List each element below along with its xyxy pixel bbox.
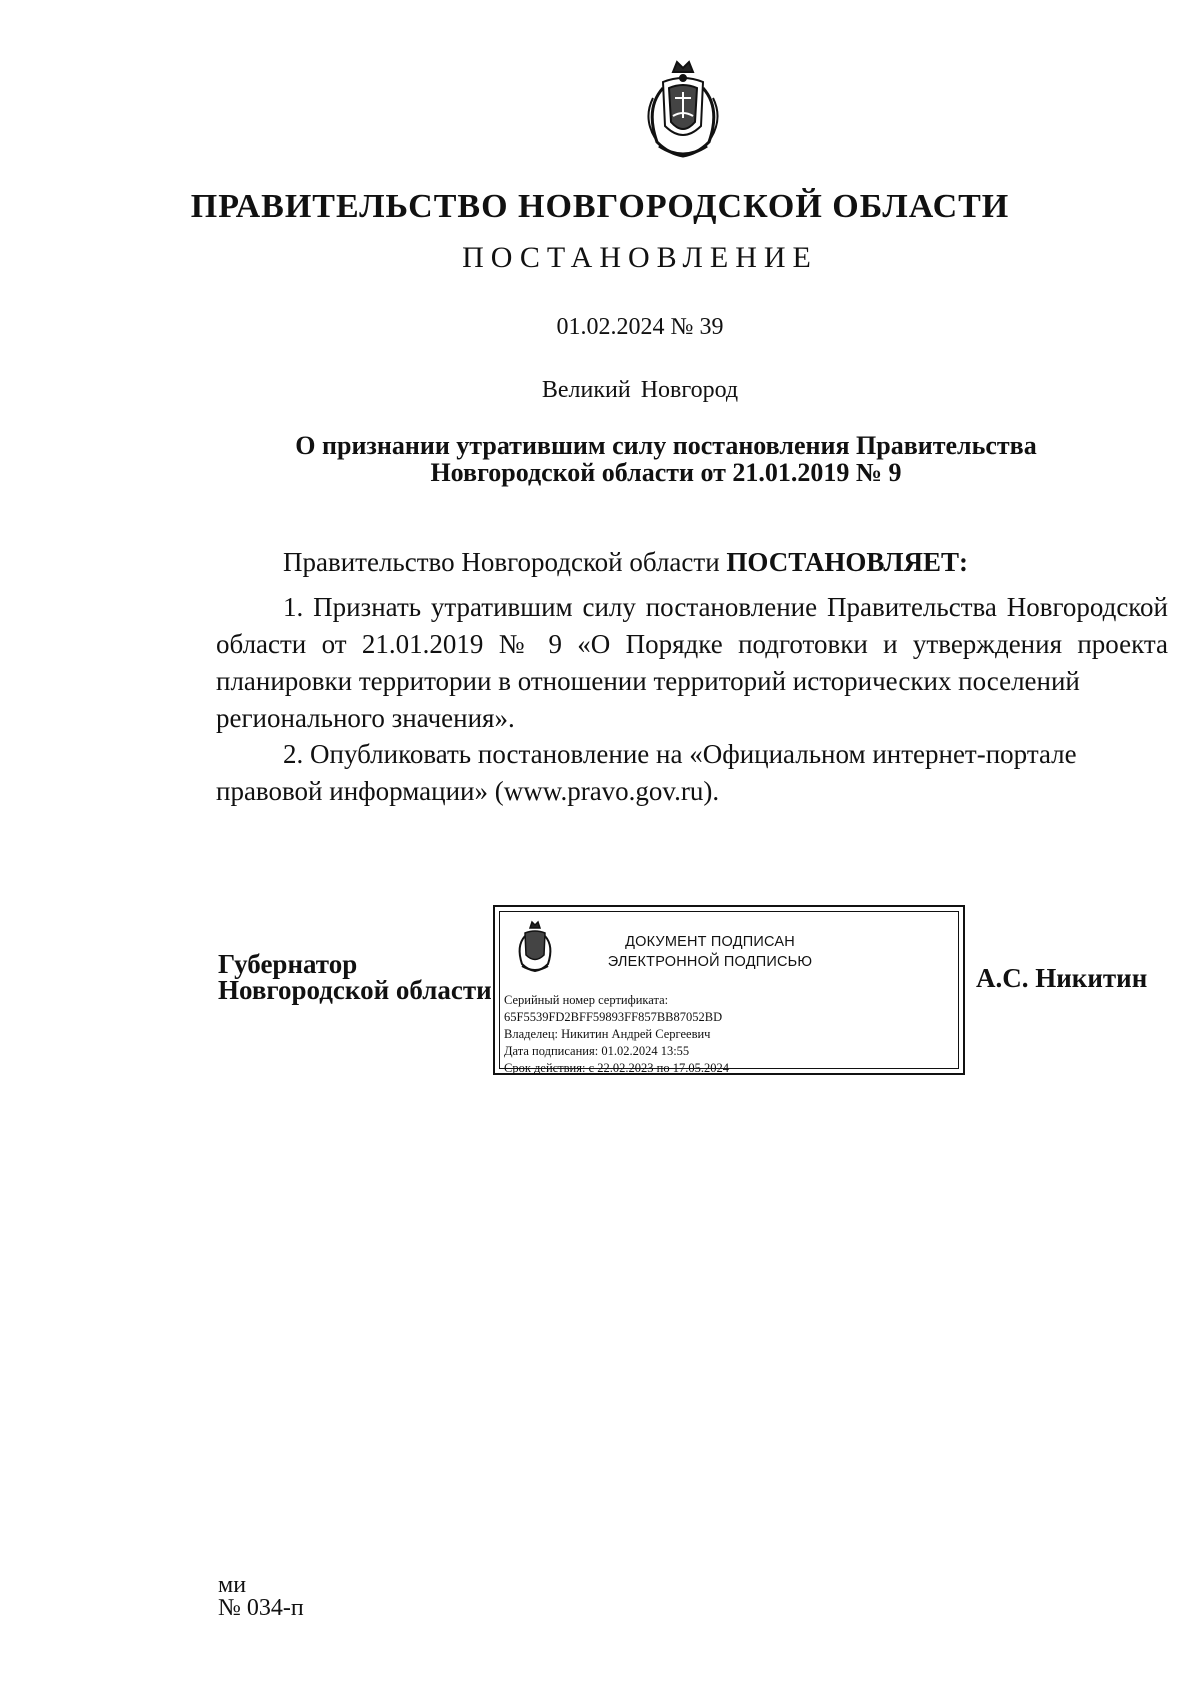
intro-text: Правительство Новгородской области <box>283 547 727 577</box>
intro-resolves: ПОСТАНОВЛЯЕТ: <box>726 547 968 577</box>
position-line-2: Новгородской области <box>218 975 492 1005</box>
stamp-title-line-1: ДОКУМЕНТ ПОДПИСАН <box>625 934 795 950</box>
footer-code: № 034-п <box>218 1595 304 1621</box>
certificate-validity: Срок действия: с 22.02.2023 по 17.05.2024 <box>504 1061 729 1075</box>
decree-paragraph-2 <box>216 736 1168 773</box>
signing-date: Дата подписания: 01.02.2024 13:55 <box>504 1044 690 1058</box>
coat-of-arms-icon <box>633 58 733 162</box>
document-subject <box>66 432 1200 486</box>
signer-name: А.С. Никитин <box>976 963 1148 993</box>
position-line-1: Губернатор <box>218 949 358 979</box>
subject-line-2: Новгородской области от 21.01.2019 № 9 <box>430 458 902 487</box>
organization-name: ПРАВИТЕЛЬСТВО НОВГОРОДСКОЙ ОБЛАСТИ <box>190 188 1010 225</box>
paragraph-2-text: 2. Опубликовать постановление на «Официальном интернет-портале <box>283 739 1077 769</box>
certificate-owner: Владелец: Никитин Андрей Сергеевич <box>504 1027 711 1041</box>
signer-position <box>218 951 492 1003</box>
certificate-serial-value: 65F5539FD2BFF59893FF857BB87052BD <box>504 1010 723 1024</box>
document-type: ПОСТАНОВЛЕНИЕ <box>462 241 818 274</box>
stamp-coat-of-arms-icon <box>510 920 560 974</box>
paragraph-1-text: 1. Признать утратившим силу постановление Правительства Новгородской области от 21.01.2019 № 9 «О Порядке подготовки и утверждения проекта планировки территории в отношении территорий исторических поселений <box>216 592 1168 696</box>
stamp-title <box>580 932 840 972</box>
footer-initials: ми <box>218 1572 247 1598</box>
certificate-serial-label: Серийный номер сертификата: <box>504 993 669 1007</box>
document-footer <box>218 1574 304 1620</box>
decree-intro <box>283 544 1200 581</box>
subject-line-1: О признании утратившим силу постановления Правительства <box>295 431 1037 460</box>
stamp-details <box>504 992 729 1077</box>
decree-paragraph-1 <box>216 589 1168 700</box>
document-city: Великий Новгород <box>541 377 739 403</box>
stamp-inner-frame <box>499 911 959 1075</box>
paragraph-2-last-line: правовой информации» (www.pravo.gov.ru). <box>216 776 720 806</box>
document-date-number: 01.02.2024 № 39 <box>556 314 724 340</box>
paragraph-1-last-line: регионального значения». <box>216 703 515 733</box>
electronic-signature-stamp <box>493 905 965 1075</box>
stamp-title-line-2: ЭЛЕКТРОННОЙ ПОДПИСЬЮ <box>607 954 813 970</box>
